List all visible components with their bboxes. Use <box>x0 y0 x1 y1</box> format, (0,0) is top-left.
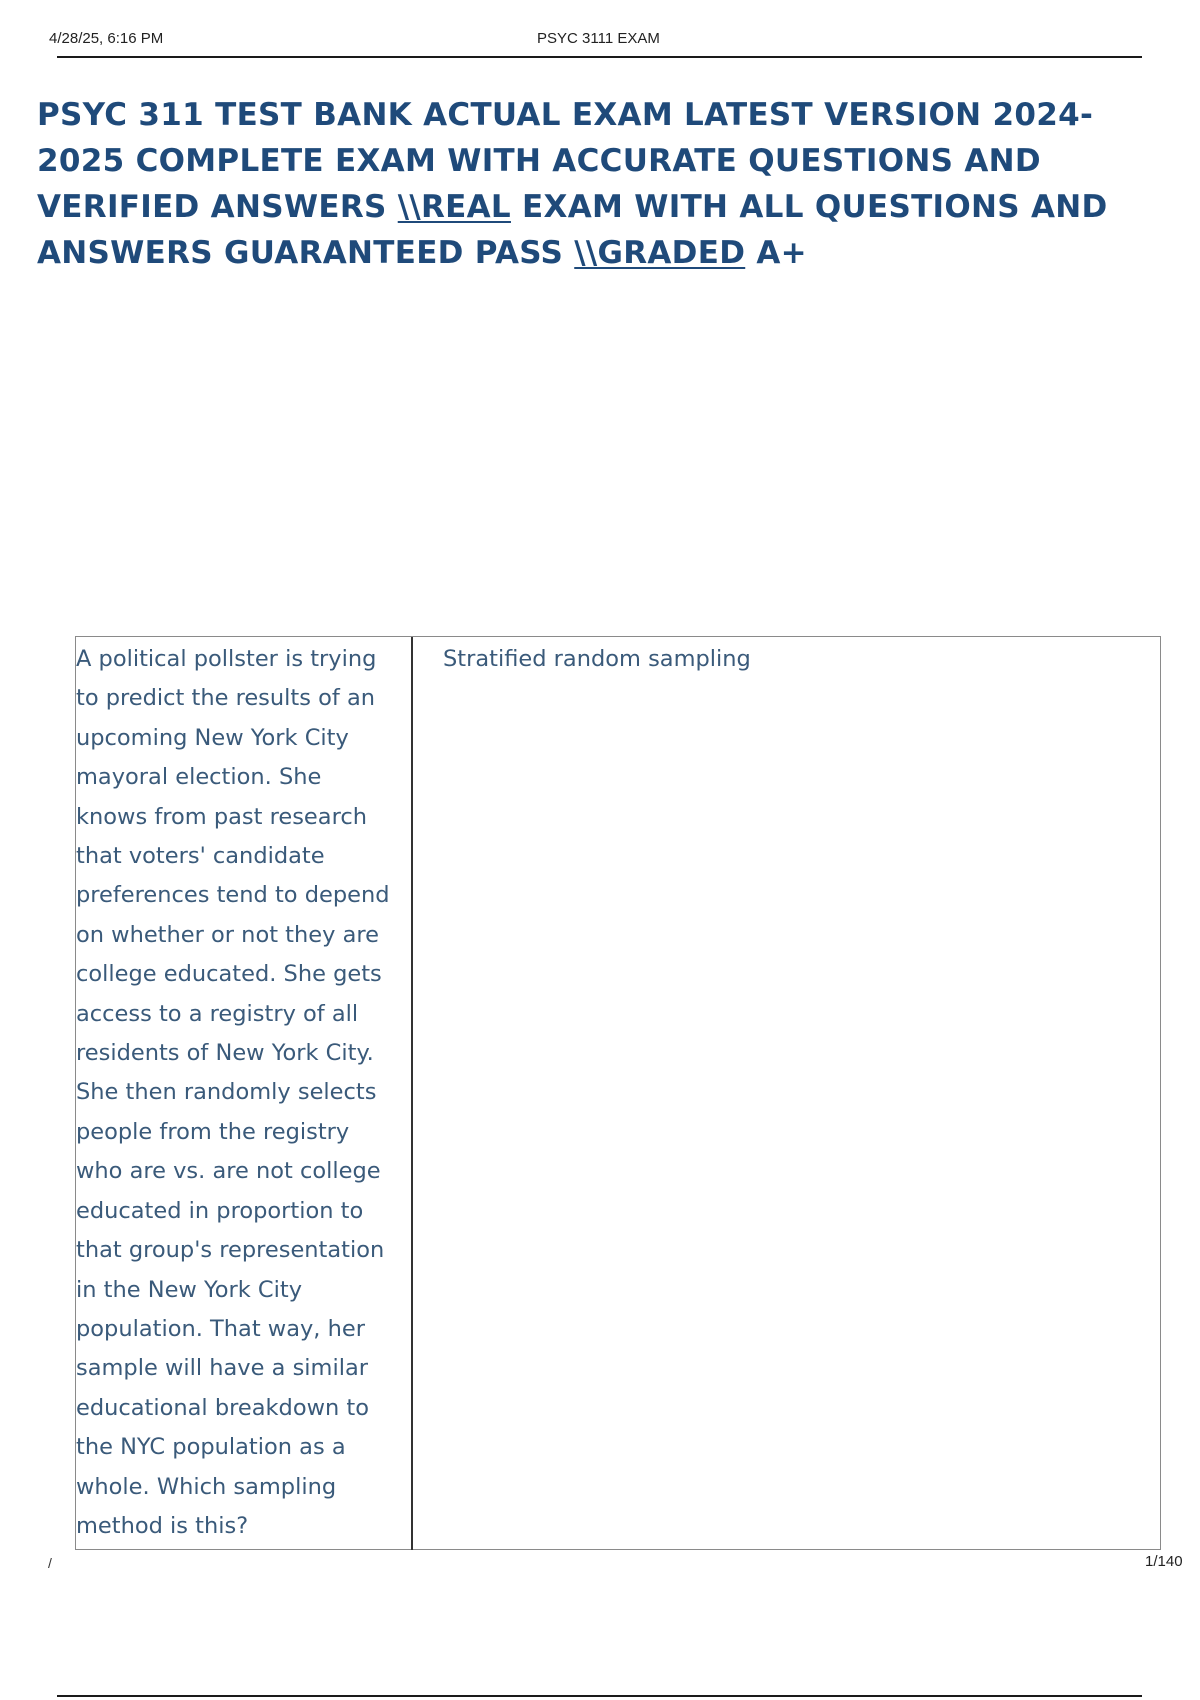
question-line: method is this? <box>76 1512 249 1539</box>
footer-rule <box>57 1695 1142 1697</box>
question-line: access to a registry of all <box>76 1000 359 1027</box>
question-line: preferences tend to depend <box>76 882 390 909</box>
title-line-4-end: A+ <box>745 235 807 271</box>
question-line: population. That way, her <box>76 1315 365 1342</box>
question-line: upcoming New York City <box>76 724 349 751</box>
print-datetime: 4/28/25, 6:16 PM <box>49 30 164 47</box>
title-underlined-graded: \\GRADED <box>574 235 746 271</box>
page-number: 1/140 <box>1145 1553 1183 1570</box>
title-line-3-end: EXAM WITH ALL QUESTIONS AND <box>510 189 1108 225</box>
print-document-title: PSYC 3111 EXAM <box>537 30 660 47</box>
question-line: mayoral election. She <box>76 764 322 791</box>
question-line: in the New York City <box>76 1276 303 1303</box>
question-line: knows from past research <box>76 803 367 830</box>
question-line: to predict the results of an <box>76 685 375 712</box>
question-line: college educated. She gets <box>76 961 382 988</box>
question-line: people from the registry <box>76 1118 350 1145</box>
question-line: residents of New York City. <box>76 1040 374 1067</box>
title-line-1: PSYC 311 TEST BANK ACTUAL EXAM LATEST VERSION 2024- <box>37 97 1094 133</box>
question-line: whole. Which sampling <box>76 1473 337 1500</box>
column-divider <box>411 637 413 1550</box>
question-line: that voters' candidate <box>76 843 325 870</box>
answer-cell: Stratified random sampling <box>443 646 751 672</box>
question-line: educational breakdown to <box>76 1394 369 1421</box>
title-underlined-real: \\REAL <box>397 189 511 225</box>
question-line: sample will have a similar <box>76 1355 368 1382</box>
title-line-3-start: VERIFIED ANSWERS <box>37 189 398 225</box>
question-line: A political pollster is trying <box>76 646 377 672</box>
question-line: who are vs. are not college <box>76 1158 381 1185</box>
question-cell <box>76 640 406 1546</box>
page-header <box>0 0 1200 60</box>
header-rule <box>57 56 1142 58</box>
document-title <box>37 92 1167 276</box>
question-line: the NYC population as a <box>76 1434 346 1461</box>
footer-mark: / <box>48 1555 52 1571</box>
question-line: educated in proportion to <box>76 1197 364 1224</box>
title-line-4-start: ANSWERS GUARANTEED PASS <box>37 235 575 271</box>
question-line: She then randomly selects <box>76 1079 377 1106</box>
title-line-2: 2025 COMPLETE EXAM WITH ACCURATE QUESTIONS AND <box>37 143 1041 179</box>
question-line: on whether or not they are <box>76 921 379 948</box>
question-line: that group's representation <box>76 1237 385 1264</box>
